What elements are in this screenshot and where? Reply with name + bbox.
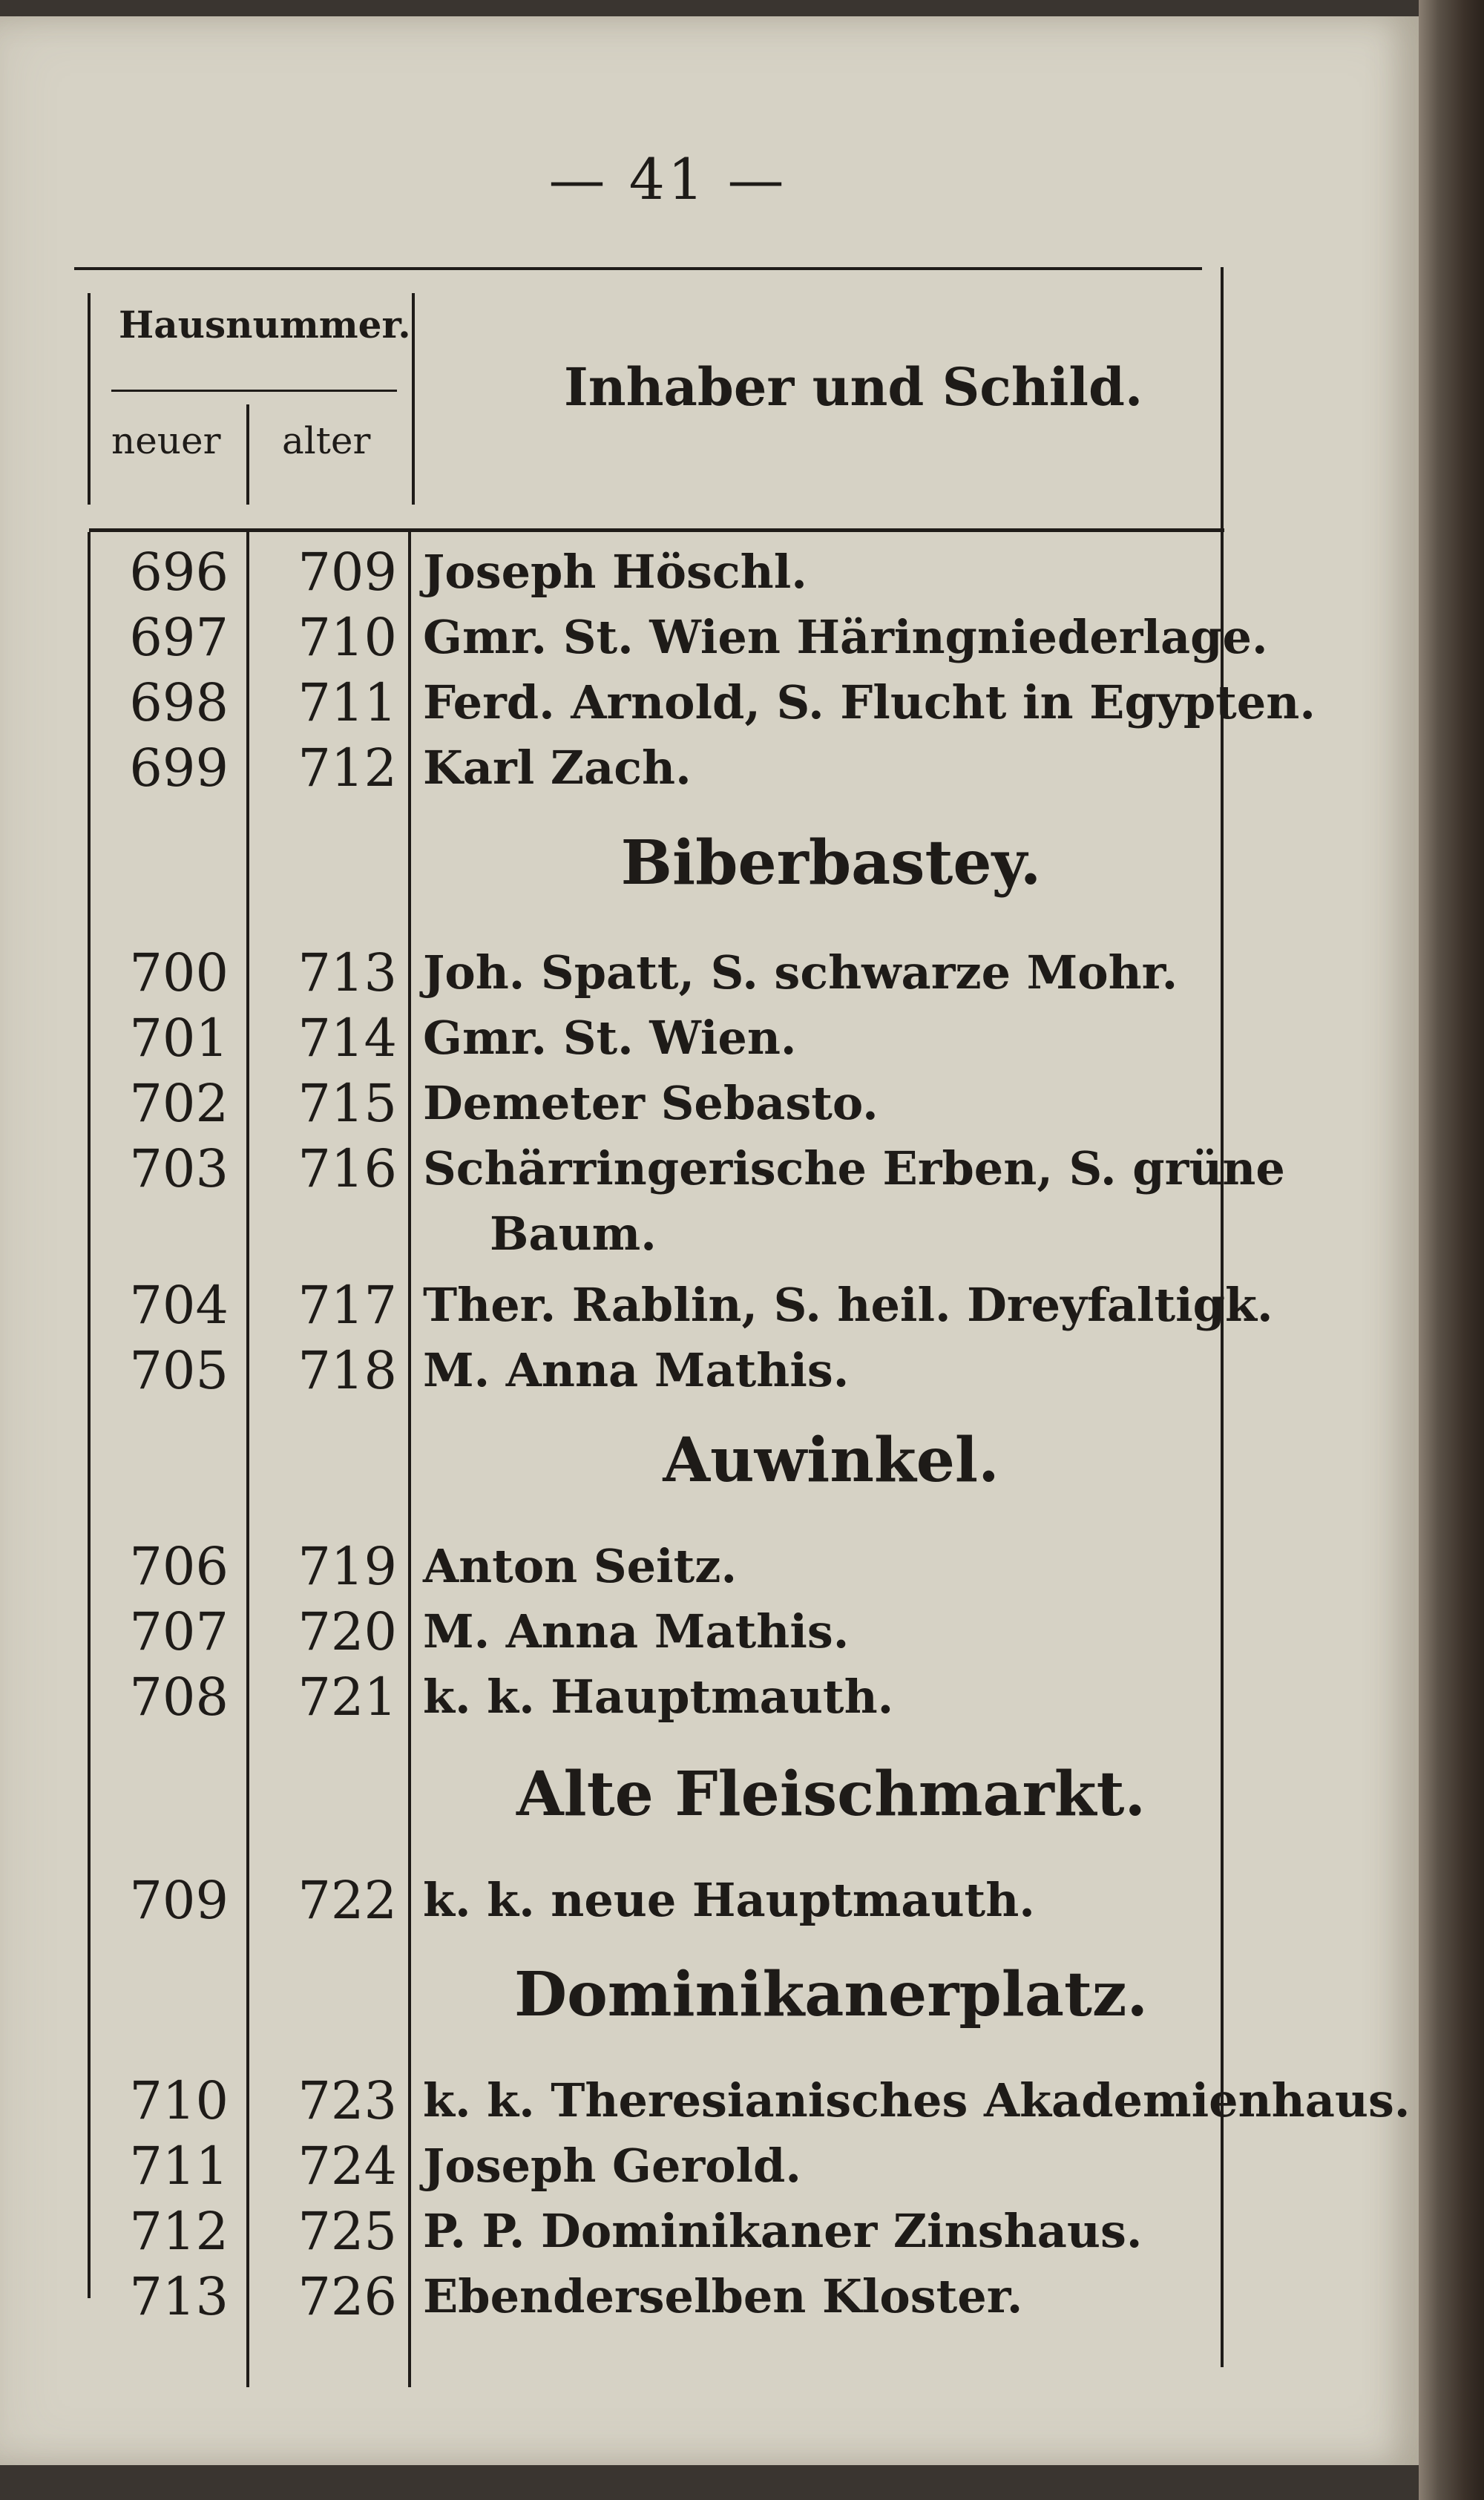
- house-number-new: 705: [129, 1340, 229, 1401]
- table-row: [74, 1138, 1285, 1269]
- house-number-old: 710: [298, 607, 397, 668]
- house-number-old: 713: [298, 942, 397, 1003]
- owner-and-sign: Karl Zach.: [423, 741, 692, 795]
- header-hausnummer: Hausnummer.: [119, 303, 411, 347]
- house-number-old: 716: [298, 1138, 397, 1199]
- house-register-table: [74, 267, 1411, 2382]
- owner-and-sign: M. Anna Mathis.: [423, 1604, 850, 1659]
- house-number-new: 698: [129, 672, 229, 733]
- owner-and-sign: k. k. Hauptmauth.: [423, 1670, 894, 1724]
- table-row: [74, 2136, 1232, 2201]
- owner-and-sign: Ebenderselben Kloster.: [423, 2269, 1023, 2323]
- table-row: [74, 1008, 1232, 1073]
- owner-and-sign-continued: Baum.: [490, 1207, 657, 1261]
- header-col-divider: [246, 404, 249, 505]
- left-border: [88, 293, 91, 505]
- table-row: [74, 1073, 1232, 1138]
- table-row: [74, 2266, 1232, 2332]
- house-number-old: 717: [298, 1275, 397, 1336]
- house-number-new: 709: [129, 1870, 229, 1931]
- owner-and-sign: Joseph Höschl.: [423, 545, 807, 599]
- table-row: [74, 1536, 1232, 1601]
- house-number-new: 710: [129, 2070, 229, 2131]
- owner-and-sign: Gmr. St. Wien.: [423, 1011, 797, 1065]
- section-heading: Auwinkel.: [663, 1425, 999, 1496]
- house-number-old: 726: [298, 2266, 397, 2327]
- table-top-rule: [74, 267, 1202, 270]
- house-number-old: 719: [298, 1536, 397, 1597]
- house-number-new: 697: [129, 607, 229, 668]
- owner-and-sign: Joseph Gerold.: [423, 2139, 801, 2193]
- table-row: [74, 2201, 1232, 2266]
- book-page: [0, 16, 1419, 2465]
- house-number-new: 713: [129, 2266, 229, 2327]
- house-number-old: 724: [298, 2136, 397, 2196]
- header-neuer: neuer: [111, 419, 221, 462]
- house-number-new: 700: [129, 942, 229, 1003]
- table-row: [74, 2070, 1411, 2136]
- owner-and-sign: M. Anna Mathis.: [423, 1343, 850, 1397]
- table-row: [74, 738, 1232, 803]
- house-number-old: 722: [298, 1870, 397, 1931]
- section-heading: Dominikanerplatz.: [513, 1959, 1149, 2030]
- house-number-new: 703: [129, 1138, 229, 1199]
- owner-and-sign: P. P. Dominikaner Zinshaus.: [423, 2204, 1143, 2258]
- house-number-new: 712: [129, 2201, 229, 2262]
- table-row: [74, 607, 1268, 672]
- table-row: [74, 672, 1316, 738]
- table-row: [74, 1275, 1273, 1340]
- owner-and-sign: Schärringerische Erben, S. grüne: [423, 1141, 1285, 1195]
- table-row: [74, 542, 1232, 607]
- house-number-old: 721: [298, 1667, 397, 1728]
- owner-and-sign: Anton Seitz.: [423, 1539, 738, 1593]
- header-bottom-rule: [89, 528, 1224, 532]
- header-inhaber-divider: [412, 293, 415, 505]
- owner-and-sign: Joh. Spatt, S. schwarze Mohr.: [423, 945, 1178, 1000]
- owner-and-sign: k. k. Theresianisches Akademienhaus.: [423, 2073, 1411, 2127]
- page-number: — 41 —: [548, 146, 787, 212]
- table-row: [74, 1340, 1232, 1405]
- section-heading: Biberbastey.: [620, 827, 1042, 899]
- section-heading: Alte Fleischmarkt.: [516, 1759, 1146, 1830]
- house-number-new: 699: [129, 738, 229, 798]
- house-number-new: 706: [129, 1536, 229, 1597]
- book-page-edge: [1419, 0, 1484, 2500]
- house-number-old: 715: [298, 1073, 397, 1134]
- house-number-new: 708: [129, 1667, 229, 1728]
- header-sub-rule: [111, 390, 397, 392]
- house-number-new: 704: [129, 1275, 229, 1336]
- table-row: [74, 1870, 1232, 1935]
- owner-and-sign: Ther. Rablin, S. heil. Dreyfaltigk.: [423, 1278, 1273, 1332]
- house-number-old: 709: [298, 542, 397, 603]
- house-number-new: 701: [129, 1008, 229, 1069]
- house-number-old: 725: [298, 2201, 397, 2262]
- house-number-old: 712: [298, 738, 397, 798]
- table-row: [74, 942, 1232, 1008]
- house-number-new: 711: [129, 2136, 229, 2196]
- table-row: [74, 1667, 1232, 1732]
- house-number-new: 702: [129, 1073, 229, 1134]
- owner-and-sign: Demeter Sebasto.: [423, 1076, 879, 1130]
- house-number-old: 711: [298, 672, 397, 733]
- owner-and-sign: Ferd. Arnold, S. Flucht in Egypten.: [423, 675, 1316, 729]
- header-alter: alter: [282, 419, 371, 462]
- owner-and-sign: Gmr. St. Wien Häringniederlage.: [423, 610, 1268, 664]
- house-number-old: 718: [298, 1340, 397, 1401]
- house-number-new: 707: [129, 1601, 229, 1662]
- house-number-old: 723: [298, 2070, 397, 2131]
- table-row: [74, 1601, 1232, 1667]
- house-number-old: 720: [298, 1601, 397, 1662]
- owner-and-sign: k. k. neue Hauptmauth.: [423, 1873, 1035, 1927]
- house-number-new: 696: [129, 542, 229, 603]
- house-number-old: 714: [298, 1008, 397, 1069]
- header-inhaber-und-schild: Inhaber und Schild.: [564, 356, 1143, 418]
